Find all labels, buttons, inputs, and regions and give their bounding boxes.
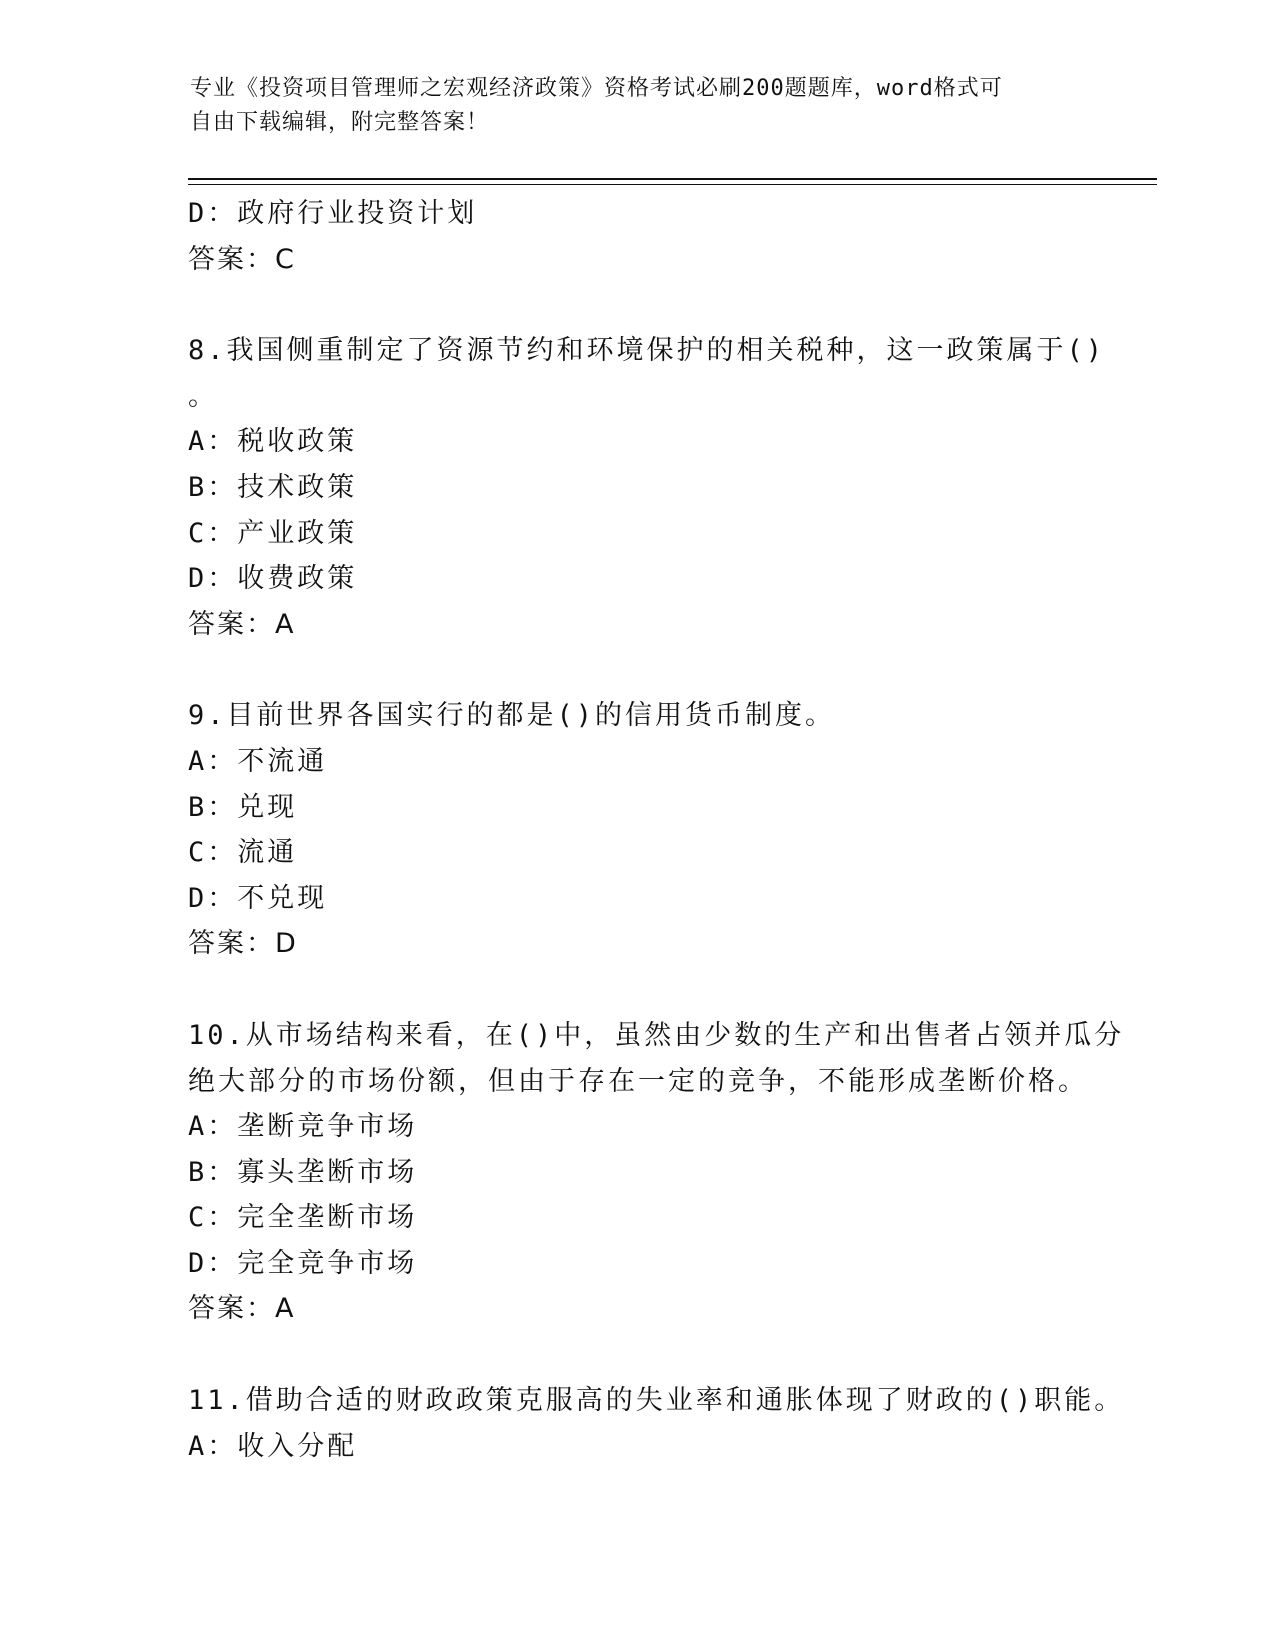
question-list [188,191,1125,1469]
question-11-option-a: A：收入分配 [188,1430,358,1462]
question-9-option-b: B：兑现 [188,791,298,823]
prev-option-d: D：政府行业投资计划 [188,198,478,229]
question-10-stem-continued: 绝大部分的市场份额，但由于存在一定的竞争，不能形成垄断价格。 [188,1065,1088,1097]
question-8-stem-continued: 。 [188,380,218,412]
question-8-option-d: D：收费政策 [188,563,358,595]
prev-answer: 答案：C [188,243,296,275]
question-10-answer: 答案：A [188,1293,296,1325]
question-8-option-a: A：税收政策 [188,426,358,458]
question-9-option-c: C：流通 [188,837,298,869]
header-line-2: 自由下载编辑，附完整答案！ [190,110,490,135]
spacer [188,282,1088,328]
spacer [188,967,1088,1013]
question-10-option-b: B：寡头垄断市场 [188,1156,418,1188]
question-8-stem: 8.我国侧重制定了资源节约和环境保护的相关税种，这一政策属于() [188,335,1106,367]
question-8-option-c: C：产业政策 [188,517,358,549]
question-9-answer: 答案：D [188,928,298,960]
document-header [190,72,1070,140]
question-10-stem: 10.从市场结构来看，在()中，虽然由少数的生产和出售者占领并瓜分 [188,1019,1125,1051]
question-8-answer: 答案：A [188,608,296,640]
spacer [188,1332,1088,1378]
question-9-stem: 9.目前世界各国实行的都是()的信用货币制度。 [188,700,836,732]
header-line-1: 专业《投资项目管理师之宏观经济政策》资格考试必刷200题题库，word格式可 [190,76,1003,101]
question-8-option-b: B：技术政策 [188,471,358,503]
header-rule-thin [188,184,1157,185]
header-rule-thick [188,178,1157,180]
question-9-option-a: A：不流通 [188,745,328,777]
question-10-option-a: A：垄断竞争市场 [188,1111,418,1143]
question-10-option-d: D：完全竞争市场 [188,1247,418,1279]
question-9-option-d: D：不兑现 [188,882,328,914]
question-10-option-c: C：完全垄断市场 [188,1202,418,1234]
spacer [188,647,1088,693]
question-11-stem: 11.借助合适的财政政策克服高的失业率和通胀体现了财政的()职能。 [188,1385,1125,1417]
